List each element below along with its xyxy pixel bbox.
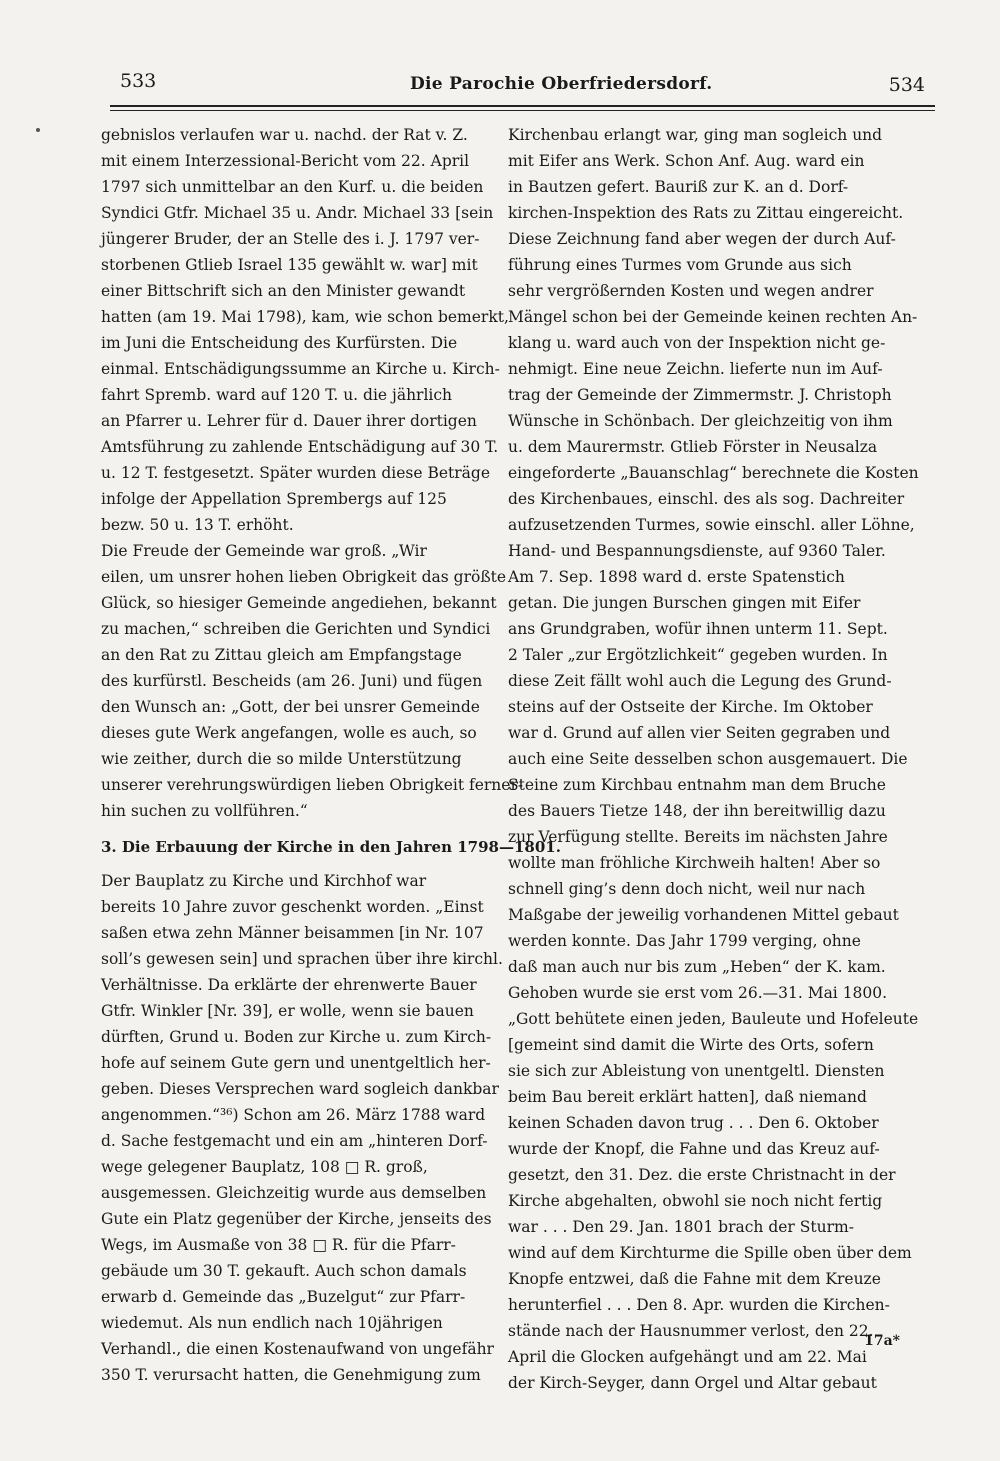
left-column-text-top (101, 122, 524, 824)
text-line: des Kirchenbaues, einschl. des als sog. Dachreiter (508, 490, 905, 508)
right-column (508, 122, 933, 1396)
text-line: an den Rat zu Zittau gleich am Empfangstage (101, 646, 462, 664)
text-line: eingeforderte „Bauanschlag“ berechnete die Kosten (508, 464, 919, 482)
text-line: daß man auch nur bis zum „Heben“ der K. kam. (508, 958, 886, 976)
text-line: eilen, um unsrer hohen lieben Obrigkeit das größte (101, 568, 507, 586)
text-line: Gehoben wurde sie erst vom 26.—31. Mai 1800. (508, 984, 888, 1002)
text-line: getan. Die jungen Burschen gingen mit Eifer (508, 594, 861, 612)
signature-mark: 17a* (864, 1333, 900, 1349)
text-line: steins auf der Ostseite der Kirche. Im Oktober (508, 698, 873, 716)
text-line: Die Freude der Gemeinde war groß. „Wir (101, 542, 427, 560)
text-line: Der Bauplatz zu Kirche und Kirchhof war (101, 872, 427, 890)
text-line: Mängel schon bei der Gemeinde keinen rechten An- (508, 308, 918, 326)
running-title: Die Parochie Oberfriedersdorf. (410, 74, 713, 94)
text-line: storbenen Gtlieb Israel 135 gewählt w. war] mit (101, 256, 478, 274)
text-line: in Bautzen gefert. Bauriß zur K. an d. Dorf- (508, 178, 849, 196)
text-line: geben. Dieses Versprechen ward sogleich dankbar (101, 1080, 499, 1098)
header-rule-thin (110, 110, 935, 111)
text-line: Wünsche in Schönbach. Der gleichzeitig von ihm (508, 412, 893, 430)
text-line: ans Grundgraben, wofür ihnen unterm 11. Sept. (508, 620, 888, 638)
text-line: hofe auf seinem Gute gern und unentgeltlich her- (101, 1054, 491, 1072)
text-line: Gute ein Platz gegenüber der Kirche, jenseits des (101, 1210, 492, 1228)
right-column-text (508, 122, 933, 1396)
text-line: an Pfarrer u. Lehrer für d. Dauer ihrer dortigen (101, 412, 477, 430)
text-line: Verhältnisse. Da erklärte der ehrenwerte Bauer (101, 976, 477, 994)
text-line: Diese Zeichnung fand aber wegen der durch Auf- (508, 230, 896, 248)
text-line: diese Zeit fällt wohl auch die Legung des Grund- (508, 672, 892, 690)
text-line: Kirche abgehalten, obwohl sie noch nicht fertig (508, 1192, 883, 1210)
text-line: nehmigt. Eine neue Zeichn. lieferte nun im Auf- (508, 360, 883, 378)
text-line: soll’s gewesen sein] und sprachen über ihre kirchl. (101, 950, 503, 968)
page-number-right: 534 (888, 74, 925, 96)
text-line: ausgemessen. Gleichzeitig wurde aus demselben (101, 1184, 487, 1202)
text-line: der Kirch-Seyger, dann Orgel und Altar gebaut (508, 1374, 877, 1392)
text-line: fahrt Spremb. ward auf 120 T. u. die jährlich (101, 386, 453, 404)
text-line: war d. Grund auf allen vier Seiten gegraben und (508, 724, 891, 742)
text-line: sie sich zur Ableistung von unentgeltl. Diensten (508, 1062, 885, 1080)
text-line: führung eines Turmes vom Grunde aus sich (508, 256, 852, 274)
text-line: saßen etwa zehn Männer beisammen [in Nr. 107 (101, 924, 484, 942)
text-line: des kurfürstl. Bescheids (am 26. Juni) und fügen (101, 672, 483, 690)
text-line: zur Verfügung stellte. Bereits im nächsten Jahre (508, 828, 888, 846)
text-line: gebäude um 30 T. gekauft. Auch schon damals (101, 1262, 467, 1280)
text-line: Gtfr. Winkler [Nr. 39], er wolle, wenn sie bauen (101, 1002, 474, 1020)
text-line: infolge der Appellation Sprembergs auf 125 (101, 490, 447, 508)
text-line: Am 7. Sep. 1898 ward d. erste Spatenstich (508, 568, 845, 586)
text-line: wege gelegener Bauplatz, 108 □ R. groß, (101, 1158, 428, 1176)
text-line: dürften, Grund u. Boden zur Kirche u. zum Kirch- (101, 1028, 492, 1046)
text-line: erwarb d. Gemeinde das „Buzelgut“ zur Pfarr- (101, 1288, 466, 1306)
text-line: u. dem Maurermstr. Gtlieb Förster in Neusalza (508, 438, 878, 456)
text-line: April die Glocken aufgehängt und am 22. Mai (508, 1348, 867, 1366)
text-line: kirchen-Inspektion des Rats zu Zittau eingereicht. (508, 204, 904, 222)
text-line: [gemeint sind damit die Wirte des Orts, sofern (508, 1036, 874, 1054)
text-line: sehr vergrößernden Kosten und wegen andrer (508, 282, 874, 300)
text-line: „Gott behütete einen jeden, Bauleute und Hofeleute (508, 1010, 919, 1028)
text-line: Wegs, im Ausmaße von 38 □ R. für die Pfarr- (101, 1236, 456, 1254)
text-line: des Bauers Tietze 148, der ihn bereitwillig dazu (508, 802, 886, 820)
text-line: jüngerer Bruder, der an Stelle des i. J. 1797 ver- (101, 230, 480, 248)
text-line: 350 T. verursacht hatten, die Genehmigung zum (101, 1366, 481, 1384)
text-line: wind auf dem Kirchturme die Spille oben über dem (508, 1244, 912, 1262)
text-line: schnell ging’s denn doch nicht, weil nur nach (508, 880, 866, 898)
text-line: wurde der Knopf, die Fahne und das Kreuz auf- (508, 1140, 880, 1158)
text-line: gebnislos verlaufen war u. nachd. der Rat v. Z. (101, 126, 468, 144)
text-line: im Juni die Entscheidung des Kurfürsten. Die (101, 334, 458, 352)
section-heading: 3. Die Erbauung der Kirche in den Jahren 1798—1801. (101, 838, 561, 856)
text-line: wollte man fröhliche Kirchweih halten! Aber so (508, 854, 881, 872)
text-line: auch eine Seite desselben schon ausgemauert. Die (508, 750, 908, 768)
text-line: wiedemut. Als nun endlich nach 10jährigen (101, 1314, 443, 1332)
page-header (110, 66, 935, 100)
left-column-text-bottom (101, 868, 503, 1388)
text-line: einmal. Entschädigungssumme an Kirche u. Kirch- (101, 360, 500, 378)
text-line: 2 Taler „zur Ergötzlichkeit“ gegeben wurden. In (508, 646, 888, 664)
text-line: Steine zum Kirchbau entnahm man dem Bruche (508, 776, 886, 794)
text-line: bezw. 50 u. 13 T. erhöht. (101, 516, 294, 534)
text-line: Amtsführung zu zahlende Entschädigung auf 30 T. (101, 438, 499, 456)
text-line: hin suchen zu vollführen.“ (101, 802, 308, 820)
text-line: stände nach der Hausnummer verlost, den 22. (508, 1322, 874, 1340)
text-line: Hand- und Bespannungsdienste, auf 9360 Taler. (508, 542, 886, 560)
text-line: bereits 10 Jahre zuvor geschenkt worden. „Einst (101, 898, 484, 916)
text-line: einer Bittschrift sich an den Minister gewandt (101, 282, 466, 300)
text-line: Kirchenbau erlangt war, ging man sogleich und (508, 126, 883, 144)
header-rule-thick (110, 105, 935, 107)
text-line: klang u. ward auch von der Inspektion nicht ge- (508, 334, 886, 352)
text-line: d. Sache festgemacht und ein am „hinteren Dorf- (101, 1132, 488, 1150)
text-line: Syndici Gtfr. Michael 35 u. Andr. Michael 33 [sein (101, 204, 494, 222)
text-line: aufzusetzenden Turmes, sowie einschl. aller Löhne, (508, 516, 915, 534)
text-line: 1797 sich unmittelbar an den Kurf. u. die beiden (101, 178, 484, 196)
text-line: keinen Schaden davon trug . . . Den 6. Oktober (508, 1114, 879, 1132)
text-line: werden konnte. Das Jahr 1799 verging, ohne (508, 932, 861, 950)
left-column (101, 122, 561, 1388)
text-line: trag der Gemeinde der Zimmermstr. J. Christoph (508, 386, 892, 404)
text-line: war . . . Den 29. Jan. 1801 brach der Sturm- (508, 1218, 854, 1236)
text-line: beim Bau bereit erklärt hatten], daß niemand (508, 1088, 867, 1106)
text-line: gesetzt, den 31. Dez. die erste Christnacht in der (508, 1166, 896, 1184)
text-line: u. 12 T. festgesetzt. Später wurden diese Beträge (101, 464, 491, 482)
text-line: zu machen,“ schreiben die Gerichten und Syndici (101, 620, 491, 638)
text-line: Maßgabe der jeweilig vorhandenen Mittel gebaut (508, 906, 899, 924)
text-line: den Wunsch an: „Gott, der bei unsrer Gemeinde (101, 698, 480, 716)
text-line: mit Eifer ans Werk. Schon Anf. Aug. ward ein (508, 152, 865, 170)
text-line: angenommen.“³⁶) Schon am 26. März 1788 ward (101, 1106, 486, 1124)
page-number-left: 533 (120, 70, 157, 92)
margin-mark (36, 128, 40, 132)
text-line: unserer verehrungswürdigen lieben Obrigkeit ferner- (101, 776, 524, 794)
text-line: dieses gute Werk angefangen, wolle es auch, so (101, 724, 477, 742)
text-line: Glück, so hiesiger Gemeinde angediehen, bekannt (101, 594, 497, 612)
text-line: wie zeither, durch die so milde Unterstützung (101, 750, 462, 768)
text-line: hatten (am 19. Mai 1798), kam, wie schon bemerkt, (101, 308, 509, 326)
text-line: herunterfiel . . . Den 8. Apr. wurden die Kirchen- (508, 1296, 890, 1314)
text-line: Knopfe entzwei, daß die Fahne mit dem Kreuze (508, 1270, 881, 1288)
text-line: Verhandl., die einen Kostenaufwand von ungefähr (101, 1340, 494, 1358)
text-line: mit einem Interzessional-Bericht vom 22. April (101, 152, 470, 170)
